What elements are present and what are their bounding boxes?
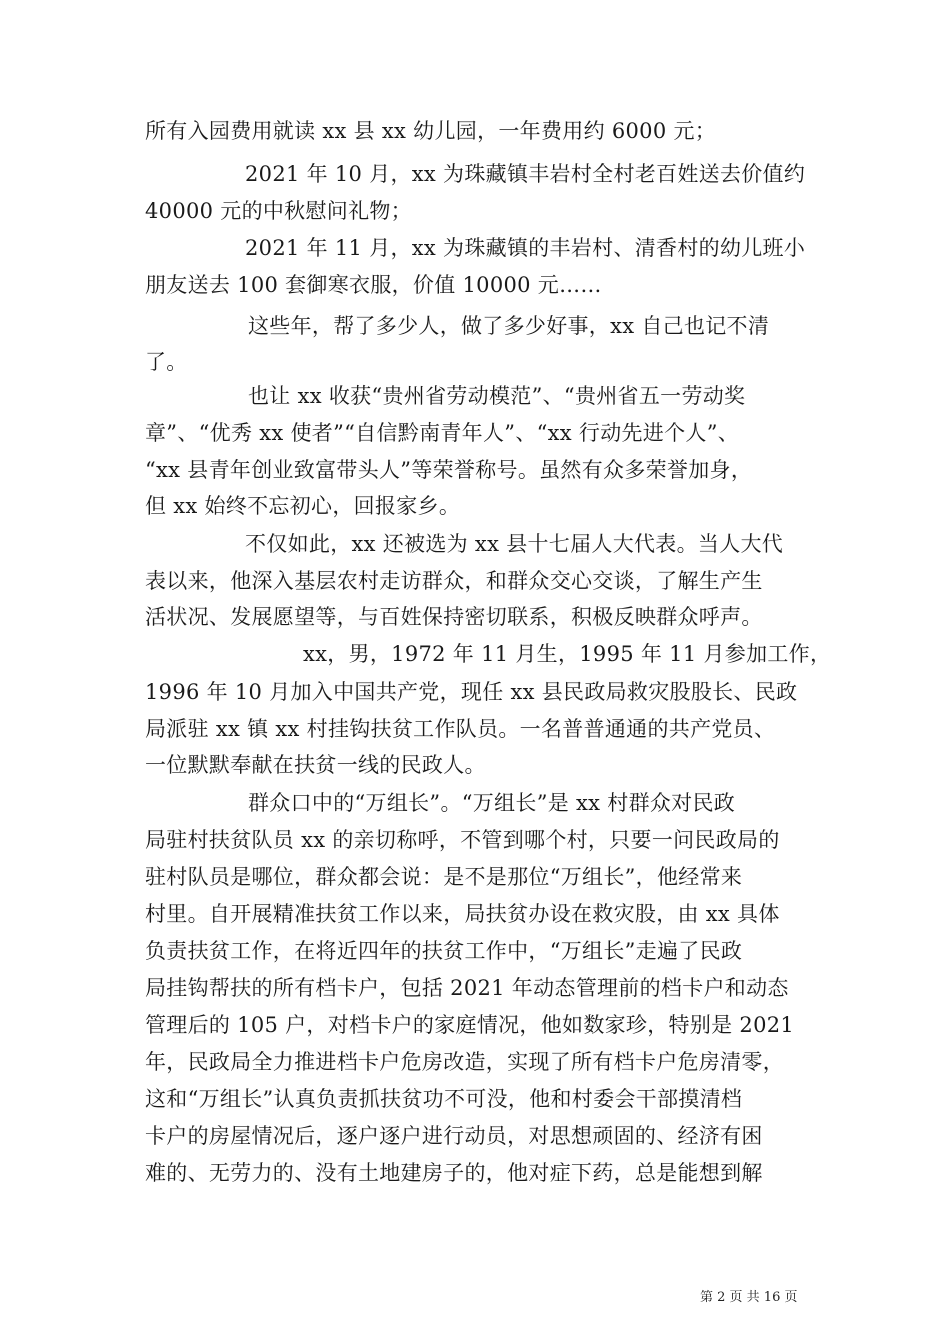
text-line: 1996 年 10 月加入中国共产党，现任 xx 县民政局救灾股股长、民政 xyxy=(145,680,798,704)
page-number-footer: 第 2 页 共 16 页 xyxy=(700,1290,798,1305)
text-line: “xx 县青年创业致富带头人”等荣誉称号。虽然有众多荣誉加身， xyxy=(145,458,753,482)
text-line: 表以来，他深入基层农村走访群众，和群众交心交谈，了解生产生 xyxy=(145,569,763,593)
text-line: 卡户的房屋情况后，逐户逐户进行动员，对思想顽固的、经济有困 xyxy=(145,1124,763,1148)
text-line: 局驻村扶贫队员 xx 的亲切称呼，不管到哪个村，只要一问民政局的 xyxy=(145,828,780,852)
text-line: 年，民政局全力推进档卡户危房改造，实现了所有档卡户危房清零， xyxy=(145,1050,784,1074)
text-line: 群众口中的“万组长”。“万组长”是 xx 村群众对民政 xyxy=(248,791,736,815)
text-line: 管理后的 105 户，对档卡户的家庭情况，他如数家珍，特别是 2021 xyxy=(145,1013,795,1037)
text-line: 不仅如此，xx 还被选为 xx 县十七届人大代表。当人大代 xyxy=(245,532,784,556)
text-line: 难的、无劳力的、没有土地建房子的，他对症下药，总是能想到解 xyxy=(145,1161,763,1185)
text-line: 了。 xyxy=(145,350,188,374)
text-line: 村里。自开展精准扶贫工作以来，局扶贫办设在救灾股，由 xx 具体 xyxy=(145,902,780,926)
text-line: 40000 元的中秋慰问礼物； xyxy=(145,199,412,223)
text-line: 所有入园费用就读 xx 县 xx 幼儿园，一年费用约 6000 元； xyxy=(145,119,717,143)
text-line: 这些年，帮了多少人，做了多少好事，xx 自己也记不清 xyxy=(248,314,770,338)
text-line: 一位默默奉献在扶贫一线的民政人。 xyxy=(145,753,486,777)
text-line: 驻村队员是哪位，群众都会说：是不是那位“万组长”，他经常来 xyxy=(145,865,743,889)
text-line: 活状况、发展愿望等，与百姓保持密切联系，积极反映群众呼声。 xyxy=(145,605,763,629)
text-line: 负责扶贫工作，在将近四年的扶贫工作中，“万组长”走遍了民政 xyxy=(145,939,743,963)
text-line: 局挂钩帮扶的所有档卡户，包括 2021 年动态管理前的档卡户和动态 xyxy=(145,976,789,1000)
text-line: 局派驻 xx 镇 xx 村挂钩扶贫工作队员。一名普普通通的共产党员、 xyxy=(145,717,776,741)
text-line: 这和“万组长”认真负责抓扶贫功不可没，他和村委会干部摸清档 xyxy=(145,1087,743,1111)
text-line: 朋友送去 100 套御寒衣服，价值 10000 元…… xyxy=(145,273,602,297)
text-line: 但 xx 始终不忘初心，回报家乡。 xyxy=(145,494,461,518)
text-line: xx，男，1972 年 11 月生，1995 年 11 月参加工作， xyxy=(303,642,832,666)
text-line: 也让 xx 收获“贵州省劳动模范”、“贵州省五一劳动奖 xyxy=(248,384,746,408)
text-line: 2021 年 10 月，xx 为珠藏镇丰岩村全村老百姓送去价值约 xyxy=(245,162,806,186)
text-line: 2021 年 11 月，xx 为珠藏镇的丰岩村、清香村的幼儿班小 xyxy=(245,236,806,260)
text-line: 章”、“优秀 xx 使者”“自信黔南青年人”、“xx 行动先进个人”、 xyxy=(145,421,740,445)
